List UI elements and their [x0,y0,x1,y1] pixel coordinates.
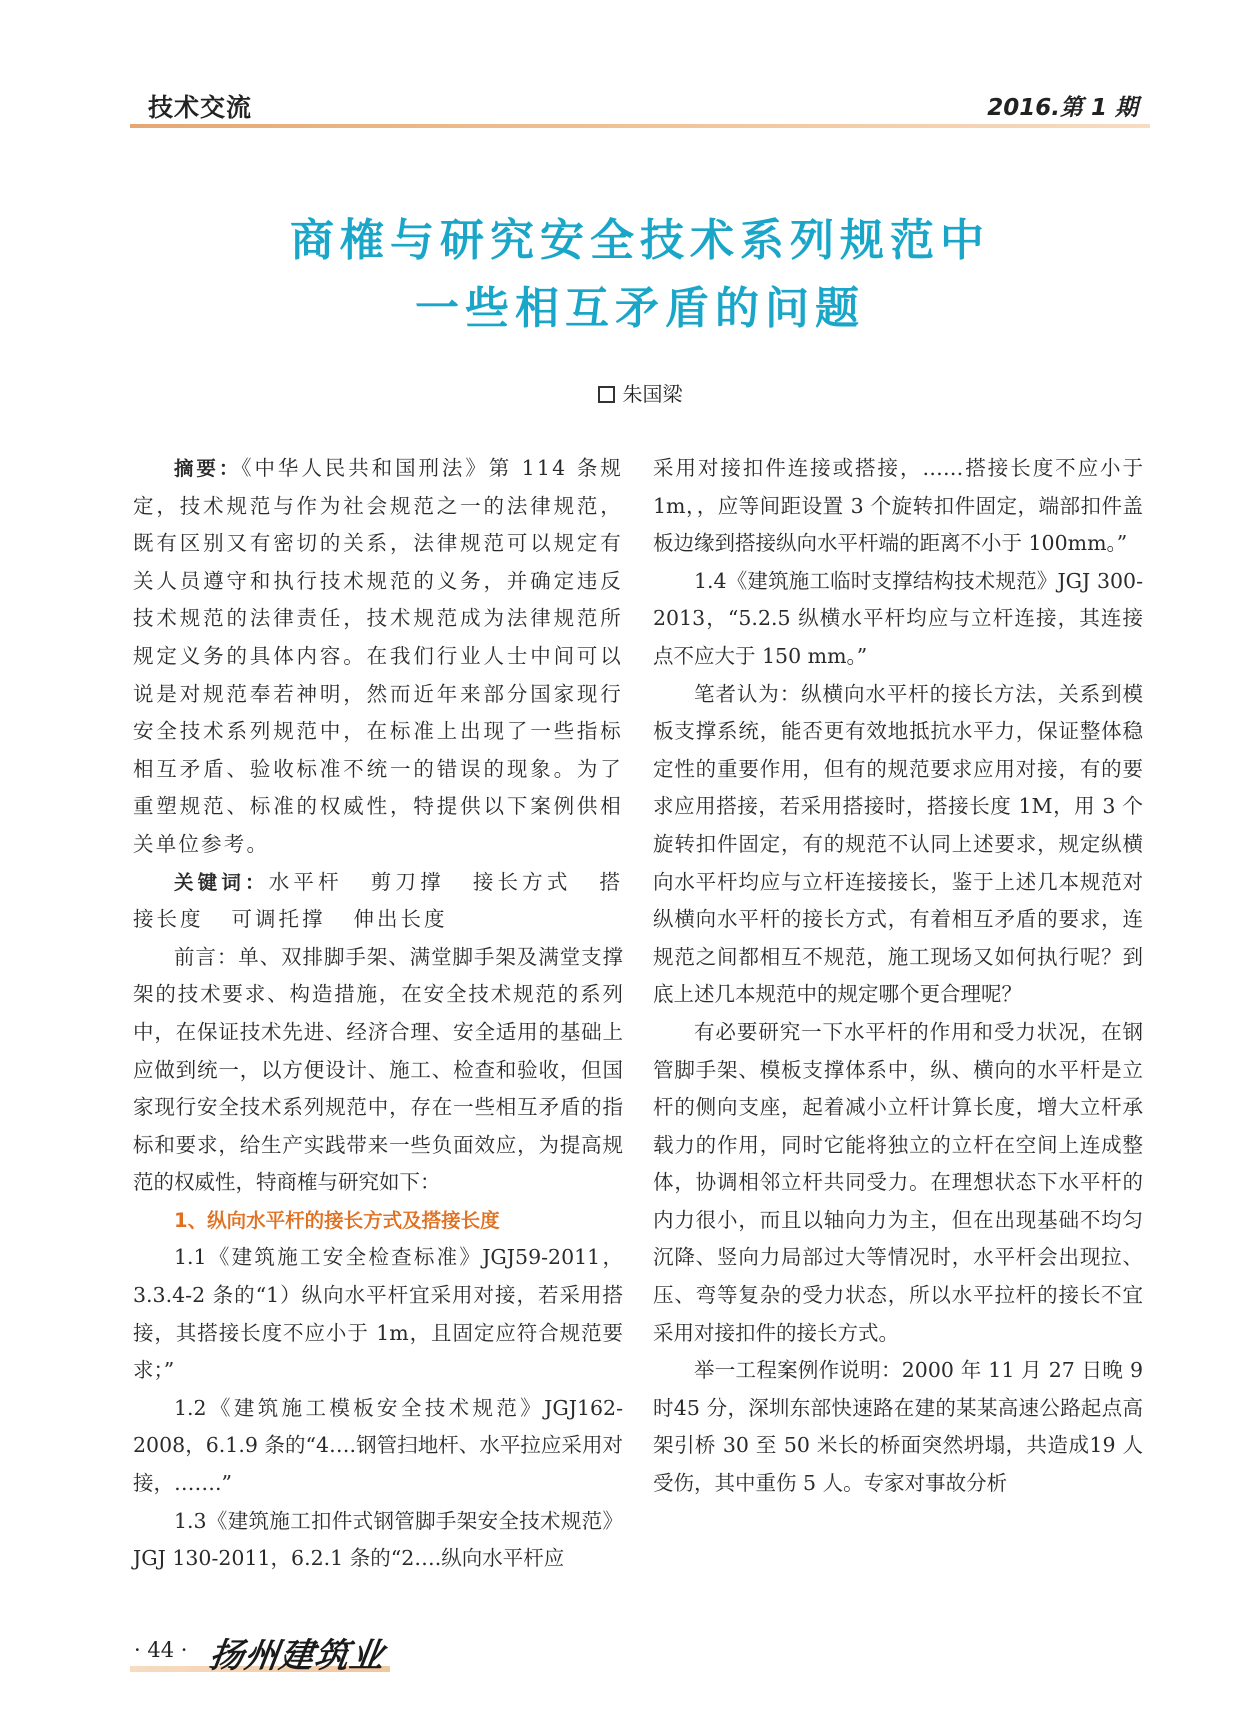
left-column [133,450,623,1578]
paragraph-1-4: 1.4《建筑施工临时支撑结构技术规范》JGJ 300-2013，“5.2.5 纵横水平杆均应与立杆连接，其连接点不应大于 150 mm。” [653,568,1143,668]
abstract-text: 《中华人民共和国刑法》第 114 条规定，技术规范与作为社会规范之一的法律规范，既有区别又有密切的关系，法律规范可以规定有关人员遵守和执行技术规范的义务，并确定违反技术规范的法律责任，技术规范成为法律规范所规定义务的具体内容。在我们行业人士中间可以说是对规范奉若神明，然而近年来部分国家现行安全技术系列规范中，在标准上出现了一些指标相互矛盾、验收标准不统一的错误的现象。为了重塑规范、标准的权威性，特提供以下案例供相关单位参考。 [133,456,623,856]
article-title-line2: 一些相互矛盾的问题 [415,283,865,334]
author-box-icon [598,386,615,403]
author-name: 朱国梁 [622,382,683,406]
page-footer [130,1636,390,1676]
keyword: 水平杆 [268,869,343,894]
issue-label: 2016.第 1 期 [987,95,1138,121]
keyword: 接长方式 [472,869,572,894]
section1-heading: 1、纵向水平杆的接长方式及搭接长度 [174,1208,500,1232]
header-bar [130,124,1150,128]
abstract-label: 摘要： [174,457,242,480]
preface-paragraph: 前言：单、双排脚手架、满堂脚手架及满堂支撑架的技术要求、构造措施，在安全技术规范的系列中，在保证技术先进、经济合理、安全适用的基础上应做到统一，以方便设计、施工、检查和验收，但国家现行安全技术系列规范中，存在一些相互矛盾的指标和要求，给生产实践带来一些负面效应，为提高规范的权威性，特商榷与研究如下： [133,944,623,1195]
keyword: 可调托撑 [231,907,326,932]
page-header [130,88,1150,128]
article-title-line1: 商榷与研究安全技术系列规范中 [290,215,990,266]
right-column [653,450,1143,1503]
keywords-label: 关键词： [174,870,269,894]
section-label: 技术交流 [148,93,253,122]
paragraph-1-1: 1.1《建筑施工安全检查标准》JGJ59-2011，3.3.4-2 条的“1）纵向水平杆宜采用对接，若采用搭接，其搭接长度不应小于 1m，且固定应符合规范要求；” [133,1245,623,1383]
paragraph-1-3-continued: 采用对接扣件连接或搭接，……搭接长度不应小于 1m，，应等间距设置 3 个旋转扣件固定，端部扣件盖板边缘到搭接纵向水平杆端的距离不小于 100mm。” [653,456,1143,556]
keyword: 伸出长度 [353,907,448,932]
author-line [130,378,1150,407]
opinion-paragraph: 笔者认为：纵横向水平杆的接长方法，关系到模板支撑系统，能否更有效地抵抗水平力，保证整体稳定性的重要作用，但有的规范要求应用对接，有的要求应用搭接，若采用搭接时，搭接长度 1M，用 3 个旋转扣件固定，有的规范不认同上述要求，规定纵横向水平杆均应与立杆连接接长，鉴于上述几本规范对纵横向水平杆的接长方式，有着相互矛盾的要求，连规范之间都相互不规范，施工现场又如何执行呢？到底上述几本规范中的规定哪个更合理呢？ [653,681,1143,1007]
keyword: 搭接长度 [133,869,624,932]
keywords-paragraph [133,864,623,939]
keyword: 剪刀撑 [370,869,445,894]
section-heading [133,1202,623,1240]
paragraph-1-2: 1.2《建筑施工模板安全技术规范》JGJ162-2008，6.1.9 条的“4….钢管扫地杆、水平拉应采用对接，…….” [133,1395,623,1496]
page-number: · 44 · [134,1638,188,1662]
paragraph-1-3: 1.3《建筑施工扣件式钢管脚手架安全技术规范》JGJ 130-2011，6.2.1 条的“2….纵向水平杆应 [133,1508,623,1571]
case-paragraph: 举一工程案例作说明：2000 年 11 月 27 日晚 9 时45 分，深圳东部快速路在建的某某高速公路起点高架引桥 30 至 50 米长的桥面突然坍塌，共造成19 人受伤，其中重伤 5 人。专家对事故分析 [653,1358,1143,1496]
study-paragraph: 有必要研究一下水平杆的作用和受力状况，在钢管脚手架、模板支撑体系中，纵、横向的水平杆是立杆的侧向支座，起着减小立杆计算长度，增大立杆承载力的作用，同时它能将独立的立杆在空间上连成整体，协调相邻立杆共同受力。在理想状态下水平杆的内力很小，而且以轴向力为主，但在出现基础不均匀沉降、竖向力局部过大等情况时，水平杆会出现拉、压、弯等复杂的受力状态，所以水平拉杆的接长不宜采用对接扣件的接长方式。 [653,1019,1143,1345]
journal-logo: 扬州建筑业 [206,1636,388,1676]
abstract-paragraph [133,450,623,864]
